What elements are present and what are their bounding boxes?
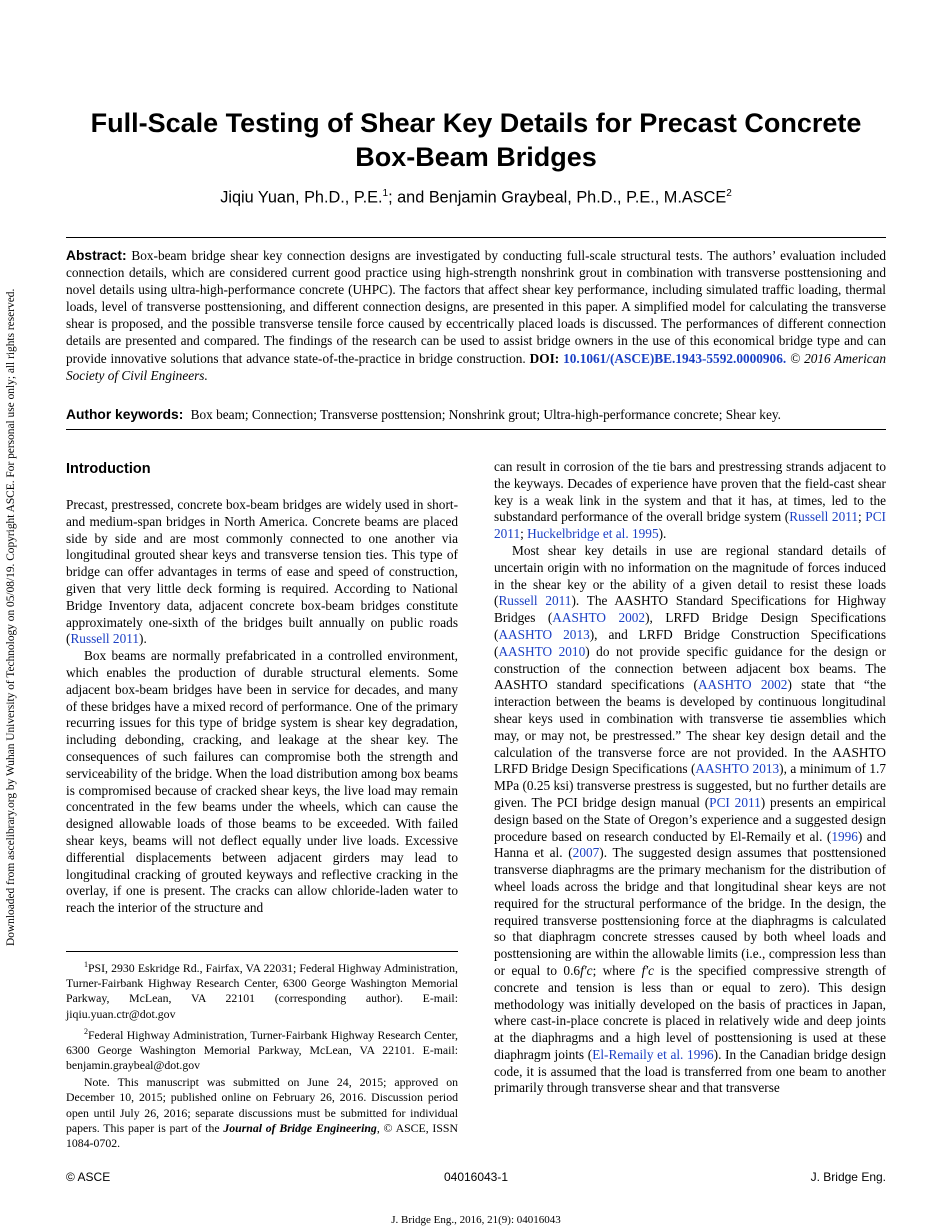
text-run: ; xyxy=(858,509,866,525)
footnote-text: Federal Highway Administration, Turner-Fairbank Highway Research Center, 6300 George Washington Memorial Parkway, McLean, VA 22101. E-mail: benjamin.graybeal@dot.gov xyxy=(66,1027,458,1073)
footer-journal: J. Bridge Eng. xyxy=(810,1170,886,1184)
top-rule xyxy=(66,237,886,238)
journal-name: Journal of Bridge Engineering xyxy=(223,1120,377,1135)
keywords-text: Box beam; Connection; Transverse posttension; Nonshrink grout; Ultra-high-performance concrete; Shear key. xyxy=(190,407,781,422)
citation-link[interactable]: AASHTO 2013 xyxy=(695,761,780,777)
text-run: ), and LRFD Bridge Construction Specifications ( xyxy=(494,626,887,659)
citation-link[interactable]: AASHTO 2002 xyxy=(697,677,788,693)
text-run: ). The AASHTO Standard Specifications for Highway Bridges ( xyxy=(494,593,886,626)
math-fc: f′c xyxy=(580,962,593,978)
citation-link[interactable]: Russell 2011 xyxy=(498,593,572,609)
footer-publisher: © ASCE xyxy=(66,1170,111,1184)
keywords-rule xyxy=(66,429,886,430)
citation-link[interactable]: 2007 xyxy=(572,845,600,861)
text-run: is the specified compressive strength of concrete and tension is less than or equal to zero). This design methodology was initially developed on the basis of practices in Japan, where cast-in-place concrete is placed in relatively wide and deep joints at the diaphragms and a high level of posttensioning is used at these diaphragm joints ( xyxy=(494,962,887,1062)
paper-title: Full-Scale Testing of Shear Key Details for Precast Concrete Box-Beam Bridges xyxy=(90,108,862,172)
keywords xyxy=(66,406,886,423)
paragraph xyxy=(494,543,886,1097)
text-run: ). xyxy=(139,631,147,647)
math-fc: f′c xyxy=(641,962,655,978)
abstract xyxy=(66,247,886,384)
citation-line: J. Bridge Eng., 2016, 21(9): 04016043 xyxy=(391,1214,561,1226)
keywords-label: Author keywords: xyxy=(66,407,184,422)
footnote-2 xyxy=(66,1024,458,1074)
text-run: ). The suggested design assumes that posttensioned transverse diaphragms are the primary mechanism for the distribution of wheel loads across the bridge and that longitudinal shear keys are not required for the structural performance of the bridge. In the design, the required transverse posttensioning force at the diaphragms is calculated so that diaphragm concrete stresses caused by both wheel loads and posttensioning are within the allowable limits (i.e., compression less than or equal to 0.6 xyxy=(494,845,887,978)
doi-link[interactable]: 10.1061/(ASCE)BE.1943-5592.0000906. xyxy=(563,350,787,366)
left-column xyxy=(66,497,458,917)
text-run: ). In the Canadian bridge design code, it is assumed that the load is transferred from one beam to another primarily through transverse shear and that transverse xyxy=(494,1046,886,1096)
note-text: Note. This manuscript was submitted on June 24, 2015; approved on December 10, 2015; published online on February 26, 2016. Discussion period open until July 26, 2016; separate discussions must be submitted for individual papers. This paper is part of the xyxy=(66,1075,458,1135)
text-run: ) presents an empirical design based on the State of Oregon’s experience and a suggested design procedure based on research conducted by El-Remaily et al. ( xyxy=(494,794,887,844)
text-run: Precast, prestressed, concrete box-beam bridges are widely used in short- and medium-span bridges in North America. Concrete beams are placed side by side and are most commonly connected to one another via longitudinal grouted shear keys and transverse tension ties. This type of bridge can offer advantages in terms of ease and speed of construction, given that very little deck forming is required. According to National Bridge Inventory data, adjacent concrete box-beam bridges constitute approximately one-sixth of the bridges built annually on public roads ( xyxy=(66,497,458,647)
citation-link[interactable]: AASHTO 2013 xyxy=(498,626,590,642)
footnotes xyxy=(66,957,458,1153)
paragraph xyxy=(494,459,886,543)
submission-note xyxy=(66,1075,458,1151)
text-run: ) do not provide specific guidance for the design or construction of the connection between adjacent box beams. The AASHTO standard specifications ( xyxy=(494,643,886,693)
note-text: , © ASCE, ISSN 1084-0702. xyxy=(66,1120,458,1151)
text-run: ) state that “the interaction between the beams is developed by continuous longitudinal shear keys used in combination with transverse tie assemblies which may, or may not, be prestressed.” The shear key design detail and the calculation of the transverse force are not provided. In the AASHTO LRFD Bridge Design Specifications ( xyxy=(494,677,886,777)
citation-link[interactable]: El-Remaily et al. 1996 xyxy=(592,1046,714,1062)
citation-link[interactable]: AASHTO 2002 xyxy=(552,610,646,626)
author-1: Jiqiu Yuan, Ph.D., P.E. xyxy=(220,188,383,207)
citation-link[interactable]: PCI 2011 xyxy=(709,794,761,810)
citation-link[interactable]: Russell 2011 xyxy=(789,509,859,525)
text-run: ). xyxy=(658,526,667,542)
citation-link[interactable]: AASHTO 2010 xyxy=(498,643,586,659)
citation-link[interactable]: Russell 2011 xyxy=(70,631,140,647)
citation-link[interactable]: 1996 xyxy=(831,828,858,844)
author-2-affil: 2 xyxy=(726,188,732,199)
footnote-text: PSI, 2930 Eskridge Rd., Fairfax, VA 22031; Federal Highway Administration, Turner-Fairbank Highway Research Center, 6300 George Washington Memorial Parkway, McLean, VA 22101 (corresponding author). E-mail: jiqiu.yuan.ctr@dot.gov xyxy=(66,960,458,1021)
citation-link[interactable]: PCI 2011 xyxy=(494,509,886,542)
footnote-marker: 1 xyxy=(84,960,88,969)
download-notice: Downloaded from ascelibrary.org by Wuhan University of Technology on 05/08/19. Copyright ASCE. For personal use only; all rights reserved. xyxy=(5,288,17,947)
footnote-1 xyxy=(66,957,458,1022)
paragraph xyxy=(66,497,458,648)
text-run: ), a minimum of 1.7 MPa (0.25 ksi) transverse prestress is suggested, but no further details are given. The PCI bridge design manual ( xyxy=(494,761,886,810)
text-run: can result in corrosion of the tie bars and prestressing strands adjacent to the keyways. Decades of experience have proven that the field-cast shear key is a weak link in the system and that it has, at times, led to the substandard performance of the overall bridge system ( xyxy=(494,459,886,525)
citation-link[interactable]: Huckelbridge et al. 1995 xyxy=(527,526,659,542)
footnote-marker: 2 xyxy=(84,1026,88,1036)
text-run: ), LRFD Bridge Design Specifications ( xyxy=(494,610,886,642)
text-run: ; xyxy=(520,526,528,542)
author-1-affil: 1 xyxy=(382,188,389,199)
abstract-text: Box-beam bridge shear key connection designs are investigated by conducting full-scale structural tests. The authors’ evaluation included connection details, which are considered current good practice using high-strength nonshrink grout in combination with transverse posttensioning and novel details using ultra-high-performance concrete (UHPC). The factors that affect shear key performance, including simulated traffic loading, thermal loads, level of transverse posttensioning, and different connection designs, are presented in this paper. A simplified model for calculating the transverse shear is proposed, and the possible transverse tensile force caused by eccentrically placed loads is discussed. The performances of different connection details are presented and compared. The findings of the research can be used to assist bridge owners in the use of this economical bridge type and can provide innovative solutions that advance state-of-the-practice in bridge construction. xyxy=(66,248,887,366)
footnote-rule xyxy=(66,951,458,952)
author-2: ; and Benjamin Graybeal, Ph.D., P.E., M.ASCE xyxy=(388,188,727,207)
text-run: ) and Hanna et al. ( xyxy=(494,828,886,861)
right-column xyxy=(494,459,886,1097)
footer-page-id: 04016043-1 xyxy=(443,1170,509,1184)
section-heading-introduction: Introduction xyxy=(66,461,151,477)
doi-label: DOI: xyxy=(529,350,560,366)
paragraph: Box beams are normally prefabricated in a controlled environment, which enables the production of durable structural elements. Some adjacent box-beam bridges have been in service for decades, and many of these bridges have a mixed record of performance. One of the primary recurring issues for this type of bridge system is shear key degradation, including debonding, cracking, and leakage at the shear key. The consequences of such failures can compromise both the strength and serviceability of the bridge. When the load distribution among box beams is compromised because of cracked shear keys, the live load may remain concentrated in the few beams under the wheels, which can cause the designed allowable loads of those beams to be exceeded. With failed shear keys, beams will not deflect equally under live loads. Excessive differential displacements between adjacent girders may lead to longitudinal cracking of grouted keyways and reflective cracking in the overlay, if one is present. The cracks can allow chloride-laden water to reach the interior of the structure and xyxy=(66,648,458,916)
text-run: Most shear key details in use are regional standard details of uncertain origin with no information on the magnitude of forces induced in the shear key or the ability of a given detail to resist these loads ( xyxy=(494,542,886,609)
text-run: ; where xyxy=(592,962,642,978)
abstract-label: Abstract: xyxy=(66,248,127,263)
copyright-notice: © 2016 American Society of Civil Engineers. xyxy=(66,350,886,383)
author-line xyxy=(66,188,886,207)
